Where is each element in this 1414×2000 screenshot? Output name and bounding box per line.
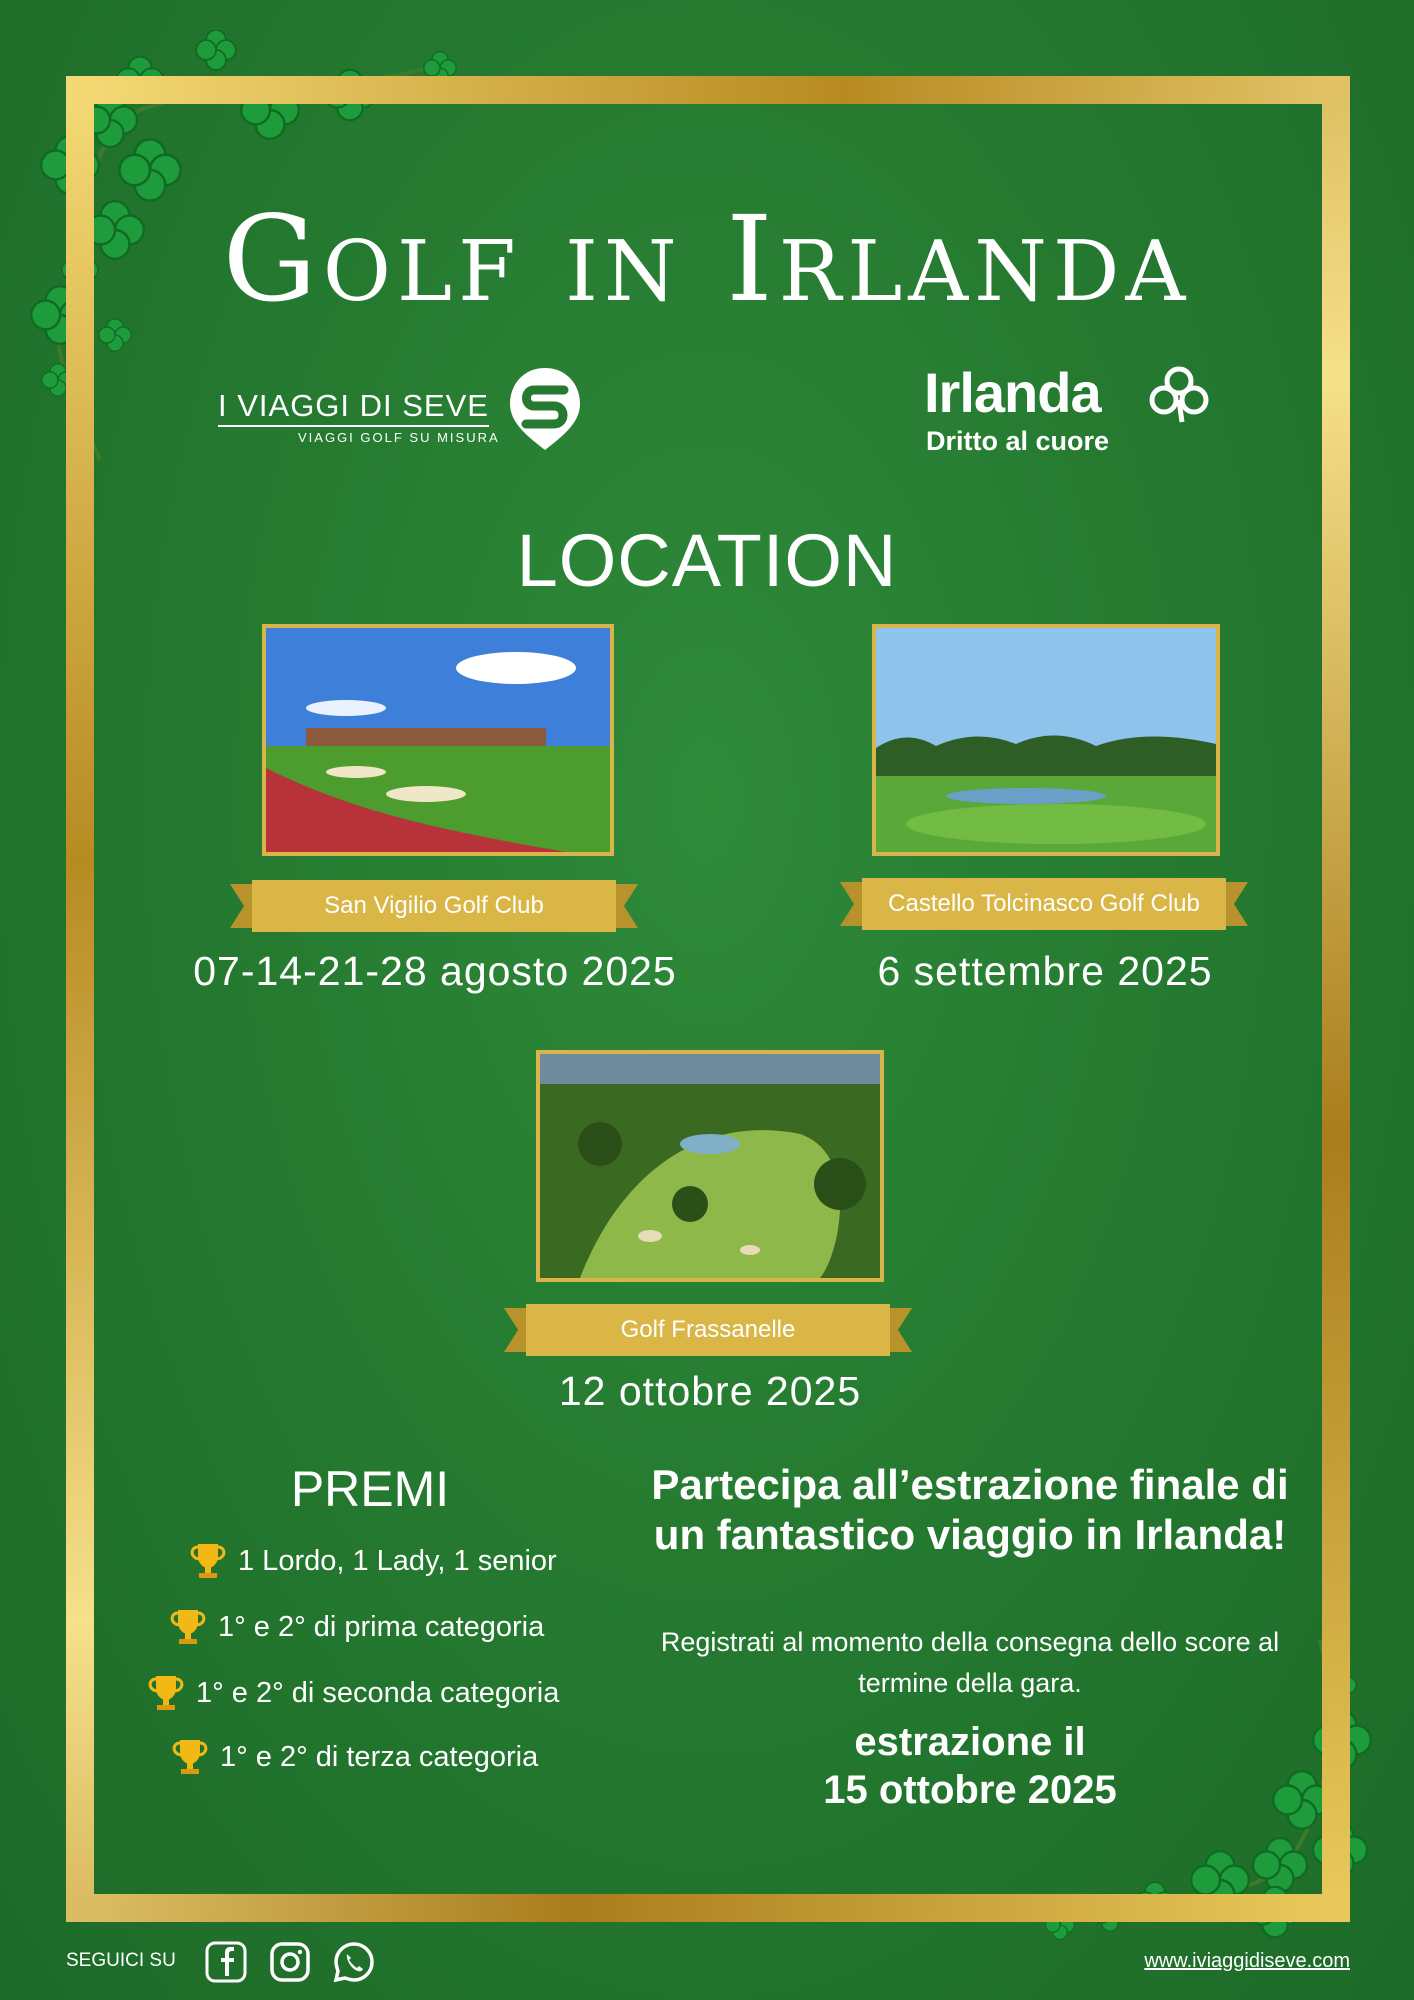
golf-frassanelle-photo (536, 1050, 884, 1282)
prizes-heading: PREMI (290, 1461, 450, 1517)
prize-label: 1 Lordo, 1 Lady, 1 senior (238, 1544, 557, 1577)
prize-item (146, 1674, 559, 1712)
poster-title: Golf in Irlanda (222, 190, 1192, 328)
facebook-icon[interactable] (204, 1940, 248, 1984)
ireland-logo-tagline: Dritto al cuore (926, 426, 1110, 456)
ireland-logo-name: Irlanda (924, 361, 1101, 424)
san-vigilio-photo (262, 624, 614, 856)
whatsapp-icon[interactable] (332, 1940, 376, 1984)
website-link[interactable]: www.iviaggidiseve.com (1144, 1950, 1350, 1972)
location-date-2: 6 settembre 2025 (877, 948, 1213, 994)
promo-headline: Partecipa all’estrazione finale di un fantastico viaggio in Irlanda! (651, 1461, 1289, 1558)
follow-label: SEGUICI SU (66, 1950, 176, 1971)
trophy-icon (168, 1608, 208, 1646)
seve-s-mark-icon (508, 366, 582, 452)
castello-tolcinasco-photo (872, 624, 1220, 856)
location-ribbon-1 (230, 880, 638, 932)
prize-item (170, 1738, 538, 1776)
location-heading: LOCATION (516, 519, 898, 602)
promo-draw-line2: 15 ottobre 2025 (823, 1768, 1117, 1812)
prize-label: 1° e 2° di prima categoria (218, 1610, 545, 1643)
promo-body: Registrati al momento della consegna dello score al termine della gara. (660, 1627, 1280, 1698)
prize-item (188, 1542, 557, 1580)
seve-logo-name: I VIAGGI DI SEVE (218, 388, 489, 427)
trophy-icon (146, 1674, 186, 1712)
location-ribbon-3 (504, 1304, 912, 1356)
ireland-logo (924, 360, 1214, 460)
prize-label: 1° e 2° di seconda categoria (196, 1676, 560, 1709)
instagram-icon[interactable] (268, 1940, 312, 1984)
promo-draw-date (630, 1718, 1310, 1814)
location-ribbon-2 (840, 878, 1248, 930)
prize-item (168, 1608, 544, 1646)
location-date-1: 07-14-21-28 agosto 2025 (193, 948, 677, 994)
prize-label: 1° e 2° di terza categoria (220, 1740, 539, 1773)
location-date-3: 12 ottobre 2025 (558, 1368, 862, 1414)
seve-logo-tagline: VIAGGI GOLF SU MISURA (298, 430, 500, 445)
trophy-icon (188, 1542, 228, 1580)
location-club-1: San Vigilio Golf Club (324, 892, 544, 919)
promo-draw-line1: estrazione il (854, 1720, 1086, 1764)
location-club-2: Castello Tolcinasco Golf Club (888, 890, 1200, 917)
trophy-icon (170, 1738, 210, 1776)
seve-logo (218, 366, 588, 452)
shamrock-icon (1146, 364, 1212, 424)
location-club-3: Golf Frassanelle (620, 1316, 796, 1343)
